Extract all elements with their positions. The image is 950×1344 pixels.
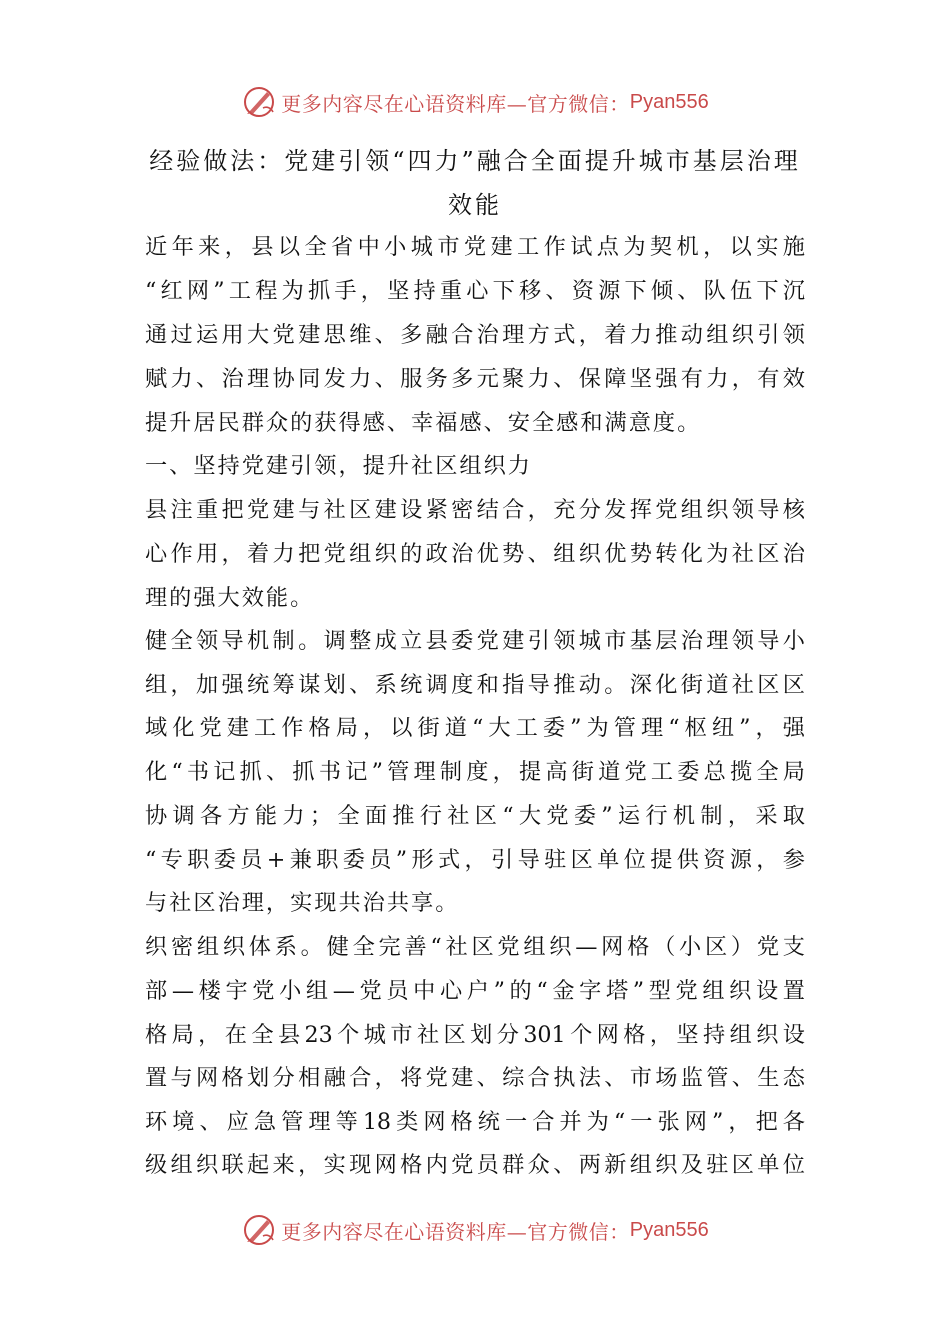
body-line: 域化党建工作格局，以街道“大工委”为管理“枢纽”，强	[145, 715, 805, 741]
body-line: 协调各方能力；全面推行社区“大党委”运行机制，采取	[145, 803, 805, 829]
body-line: 级组织联起来，实现网格内党员群众、两新组织及驻区单位	[145, 1152, 805, 1178]
body-line: 理的强大效能。	[145, 585, 315, 611]
watermark-text: 更多内容尽在心语资料库—官方微信：	[281, 1219, 630, 1244]
body-line: 环境、应急管理等18类网格统一合并为“一张网”，把各	[145, 1109, 805, 1135]
body-line: “红网”工程为抓手，坚持重心下移、资源下倾、队伍下沉	[145, 278, 805, 304]
document-title-line-2: 效能	[448, 191, 502, 219]
watermark-banner-top	[0, 82, 950, 122]
body-line: “专职委员+兼职委员”形式，引导驻区单位提供资源，参	[145, 847, 805, 873]
body-line: 县注重把党建与社区建设紧密结合，充分发挥党组织领导核	[145, 497, 805, 523]
body-line: 赋力、治理协同发力、服务多元聚力、保障坚强有力，有效	[145, 366, 805, 392]
body-line: 与社区治理，实现共治共享。	[145, 890, 460, 916]
body-line: 置与网格划分相融合，将党建、综合执法、市场监管、生态	[145, 1065, 805, 1091]
watermark-wechat-id: Pyan556	[629, 90, 709, 113]
pen-logo-icon	[241, 84, 277, 120]
section-heading: 一、坚持党建引领，提升社区组织力	[145, 453, 532, 479]
watermark-banner-bottom	[0, 1210, 950, 1250]
document-title-line-1: 经验做法：党建引领“四力”融合全面提升城市基层治理	[149, 147, 801, 175]
body-line: 织密组织体系。健全完善“社区党组织—网格（小区）党支	[145, 934, 805, 960]
watermark-wechat-id: Pyan556	[629, 1218, 709, 1241]
body-line: 心作用，着力把党组织的政治优势、组织优势转化为社区治	[145, 541, 805, 567]
body-line: 提升居民群众的获得感、幸福感、安全感和满意度。	[145, 410, 702, 436]
body-line: 化“书记抓、抓书记”管理制度，提高街道党工委总揽全局	[145, 759, 805, 785]
body-line: 组，加强统筹谋划、系统调度和指导推动。深化街道社区区	[145, 672, 805, 698]
body-line: 近年来，县以全省中小城市党建工作试点为契机，以实施	[145, 234, 805, 260]
body-line: 健全领导机制。调整成立县委党建引领城市基层治理领导小	[145, 628, 805, 654]
watermark-text: 更多内容尽在心语资料库—官方微信：	[281, 91, 630, 116]
body-line: 通过运用大党建思维、多融合治理方式，着力推动组织引领	[145, 322, 805, 348]
pen-logo-icon	[241, 1212, 277, 1248]
body-line: 部—楼宇党小组—党员中心户”的“金字塔”型党组织设置	[145, 978, 805, 1004]
body-line: 格局，在全县23个城市社区划分301个网格，坚持组织设	[145, 1022, 805, 1048]
